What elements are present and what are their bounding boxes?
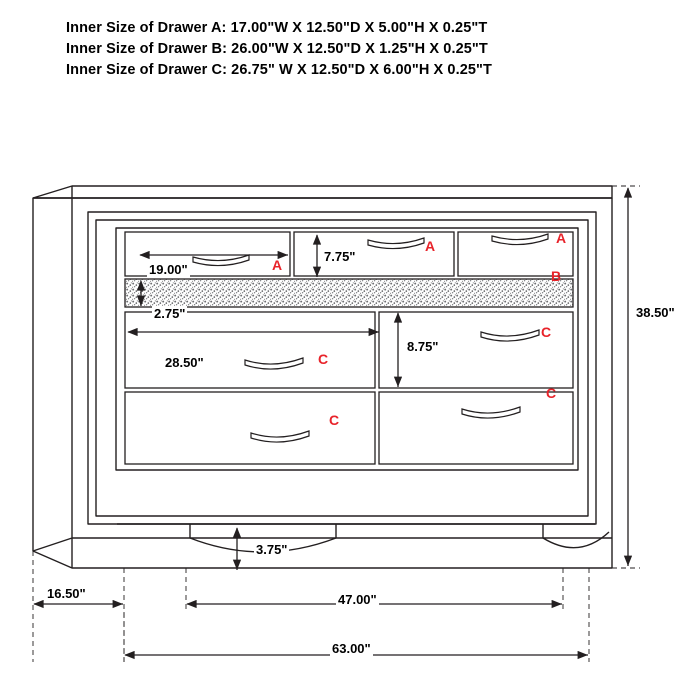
dim-label-leg-clearance: 3.75"	[256, 542, 288, 557]
spec-line-drawer-a: Inner Size of Drawer A: 17.00"W X 12.50"D X 5.00"H X 0.25"T	[66, 20, 488, 36]
tag-c-left-lower: C	[329, 412, 340, 428]
dim-label-drawer-a-width: 19.00"	[149, 262, 188, 277]
tag-b-right: B	[551, 268, 562, 284]
dim-label-drawer-b-height: 2.75"	[154, 306, 186, 321]
spec-line-drawer-c: Inner Size of Drawer C: 26.75" W X 12.50"D X 6.00"H X 0.25"T	[66, 62, 492, 78]
drawer-handles	[193, 234, 548, 442]
tag-a-right: A	[556, 230, 567, 246]
tag-a-left: A	[272, 257, 283, 273]
tag-c-right-upper: C	[541, 324, 552, 340]
dim-label-overall-height: 38.50"	[636, 305, 675, 320]
cabinet-outline	[33, 186, 612, 568]
tag-a-middle: A	[425, 238, 436, 254]
dim-label-base-width: 47.00"	[338, 592, 377, 607]
dim-label-drawer-c-width: 28.50"	[165, 355, 204, 370]
spec-line-drawer-b: Inner Size of Drawer B: 26.00"W X 12.50"D X 1.25"H X 0.25"T	[66, 41, 488, 57]
dim-label-overall-width: 63.00"	[332, 641, 371, 656]
dim-label-depth: 16.50"	[47, 586, 86, 601]
tag-c-right-lower: C	[546, 385, 557, 401]
drawer-fronts	[125, 232, 573, 464]
dim-label-drawer-c-height: 8.75"	[407, 339, 439, 354]
tag-c-left-upper: C	[318, 351, 329, 367]
dim-label-drawer-a-height: 7.75"	[324, 249, 356, 264]
